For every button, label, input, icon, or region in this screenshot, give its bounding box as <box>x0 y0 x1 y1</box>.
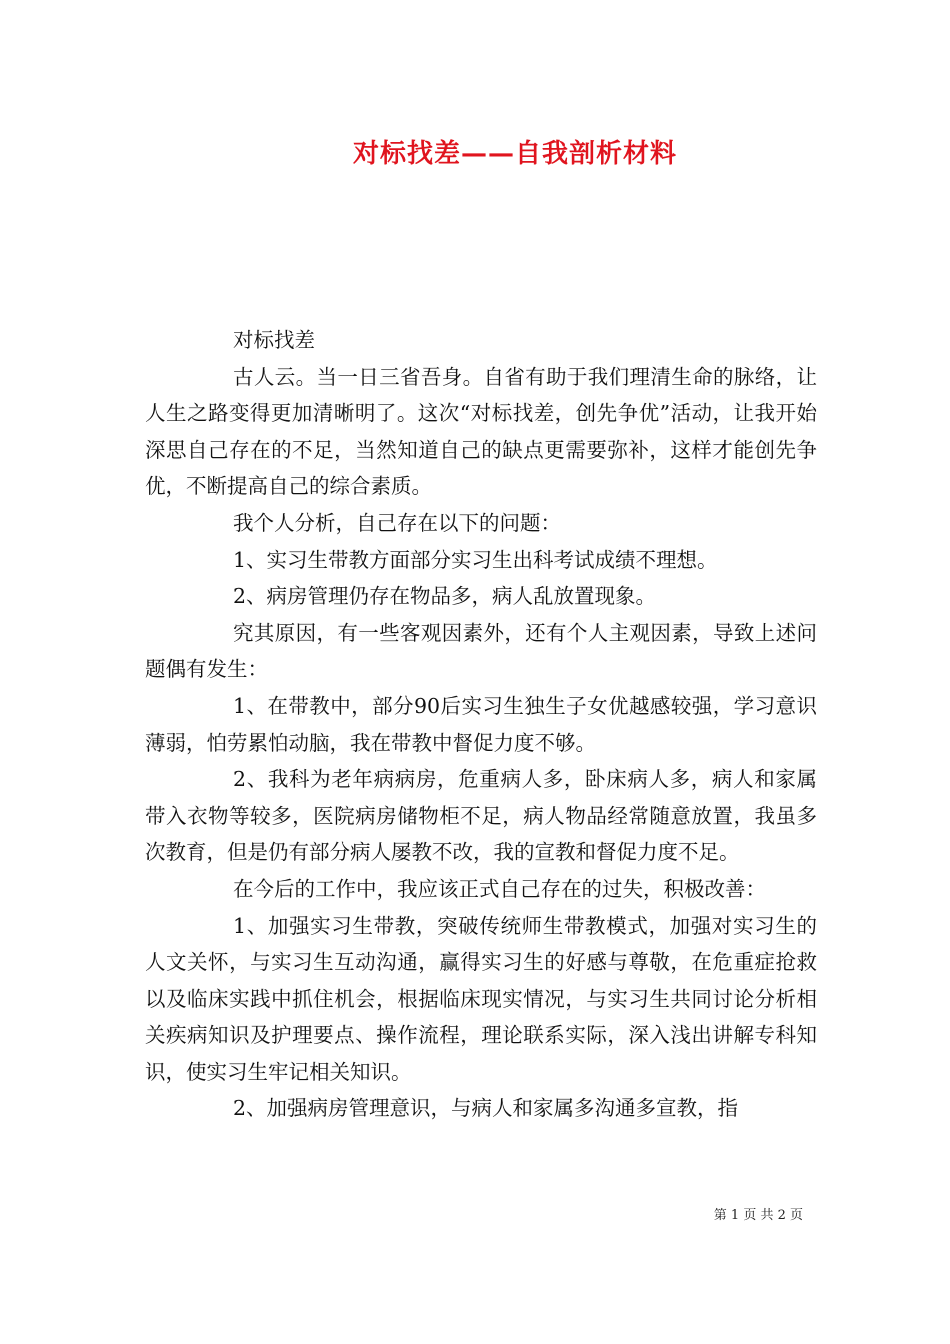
paragraph: 2、我科为老年病病房，危重病人多，卧床病人多，病人和家属带入衣物等较多，医院病房储物柜不足，病人物品经常随意放置，我虽多次教育，但是仍有部分病人屡教不改，我的宣教和督促力度不足。 <box>145 767 817 865</box>
paragraph: 1、加强实习生带教，突破传统师生带教模式，加强对实习生的人文关怀，与实习生互动沟通，赢得实习生的好感与尊敬，在危重症抢救以及临床实践中抓住机会，根据临床现实情况，与实习生共同讨论分析相关疾病知识及护理要点、操作流程，理论联系实际，深入浅出讲解专科知识，使实习生牢记相关知识。 <box>145 913 817 1084</box>
paragraph: 1、在带教中，部分90后实习生独生子女优越感较强，学习意识薄弱，怕劳累怕动脑，我在带教中督促力度不够。 <box>145 693 817 755</box>
paragraph: 究其原因，有一些客观因素外，还有个人主观因素，导致上述问题偶有发生： <box>145 620 817 682</box>
paragraph: 2、病房管理仍存在物品多，病人乱放置现象。 <box>233 584 657 609</box>
paragraph: 1、实习生带教方面部分实习生出科考试成绩不理想。 <box>233 547 718 572</box>
paragraph: 在今后的工作中，我应该正式自己存在的过失，积极改善： <box>233 876 766 901</box>
document-body <box>145 322 817 1127</box>
paragraph: 古人云。当一日三省吾身。自省有助于我们理清生命的脉络，让人生之路变得更加清晰明了。这次“对标找差，创先争优”活动，让我开始深思自己存在的不足，当然知道自己的缺点更需要弥补，这样才能创先争优，不断提高自己的综合素质。 <box>145 364 817 499</box>
document-title: 对标找差——自我剖析材料 <box>352 139 677 169</box>
paragraph: 我个人分析，自己存在以下的问题： <box>233 510 561 535</box>
page-number: 第 1 页 共 2 页 <box>713 1208 803 1223</box>
paragraph: 2、加强病房管理意识，与病人和家属多沟通多宣教，指 <box>233 1096 739 1121</box>
section-subheading: 对标找差 <box>233 328 315 352</box>
